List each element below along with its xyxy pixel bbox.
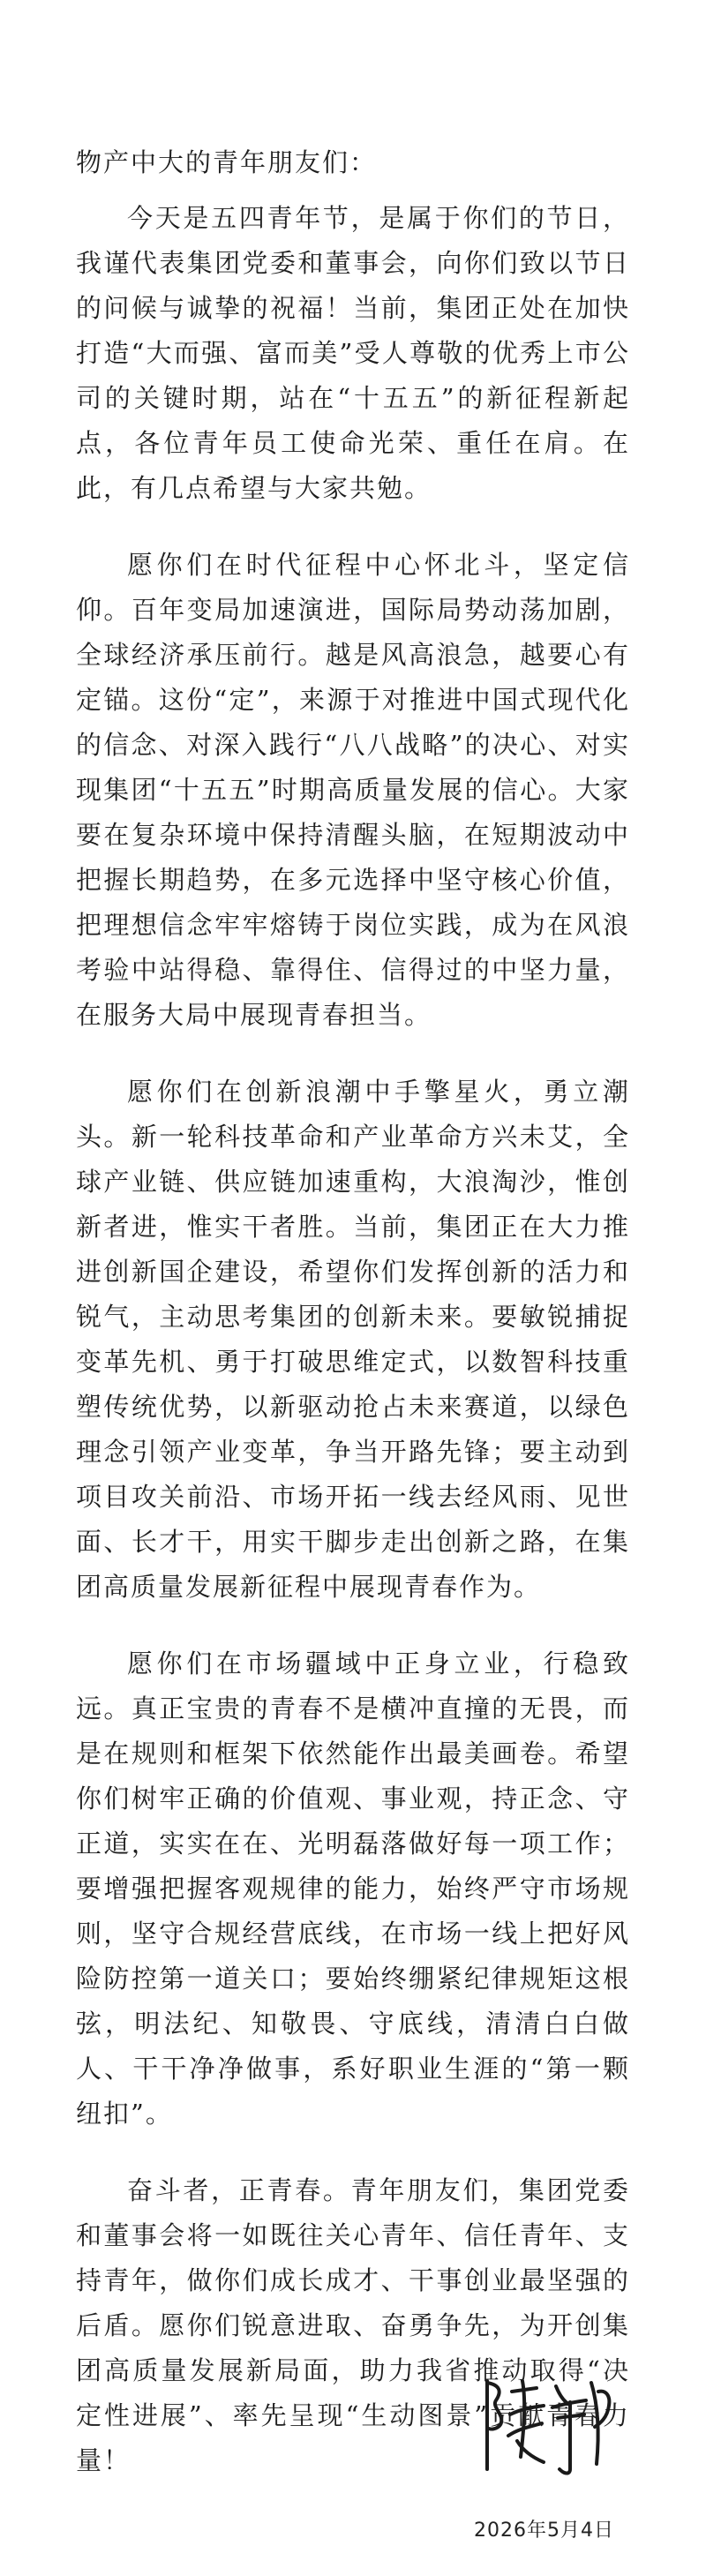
paragraph-5: 奋斗者，正青春。青年朋友们，集团党委和董事会将一如既往关心青年、信任青年、支持青年，做你们成长成才、干事创业最坚强的后盾。愿你们锐意进取、奋勇争先，为开创集团高质量发展新局面，助力我省推动取得“决定性进展”、率先呈现“生动图景”贡献青春力量！ [76,2175,630,2475]
paragraph-4: 愿你们在市场疆域中正身立业，行稳致远。真正宝贵的青春不是横冲直撞的无畏，而是在规则和框架下依然能作出最美画卷。希望你们树牢正确的价值观、事业观，持正念、守正道，实实在在、光明磊落做好每一项工作；要增强把握客观规律的能力，始终严守市场规则，坚守合规经营底线，在市场一线上把好风险防控第一道关口；要始终绷紧纪律规矩这根弦，明法纪、知敬畏、守底线，清清白白做人、干干净净做事，系好职业生涯的“第一颗纽扣”。 [76,1648,630,2129]
salutation: 物产中大的青年朋友们： [76,147,378,177]
handwritten-signature [468,2365,627,2480]
letter-body [76,141,630,2515]
paragraph-3: 愿你们在创新浪潮中手擎星火，勇立潮头。新一轮科技革命和产业革命方兴未艾，全球产业链、供应链加速重构，大浪淘沙，惟创新者进，惟实干者胜。当前，集团正在大力推进创新国企建设，希望你们发挥创新的活力和锐气，主动思考集团的创新未来。要敏锐捕捉变革先机、勇于打破思维定式，以数智科技重塑传统优势，以新驱动抢占未来赛道，以绿色理念引领产业变革，争当开路先锋；要主动到项目攻关前沿、市场开拓一线去经风雨、见世面、长才干，用实干脚步走出创新之路，在集团高质量发展新征程中展现青春作为。 [76,1077,630,1602]
letter-date: 2026年5月4日 [474,2520,614,2542]
paragraph-1: 今天是五四青年节，是属于你们的节日，我谨代表集团党委和董事会，向你们致以节日的问候与诚挚的祝福！当前，集团正处在加快打造“大而强、富而美”受人尊敬的优秀上市公司的关键时期，站在“十五五”的新征程新起点，各位青年员工使命光荣、重任在肩。在此，有几点希望与大家共勉。 [76,203,630,503]
paragraph-2: 愿你们在时代征程中心怀北斗，坚定信仰。百年变局加速演进，国际局势动荡加剧，全球经济承压前行。越是风高浪急，越要心有定锚。这份“定”，来源于对推进中国式现代化的信念、对深入践行“八八战略”的决心、对实现集团“十五五”时期高质量发展的信心。大家要在复杂环境中保持清醒头脑，在短期波动中把握长期趋势，在多元选择中坚守核心价值，把理想信念牢牢熔铸于岗位实践，成为在风浪考验中站得稳、靠得住、信得过的中坚力量，在服务大局中展现青春担当。 [76,550,630,1030]
